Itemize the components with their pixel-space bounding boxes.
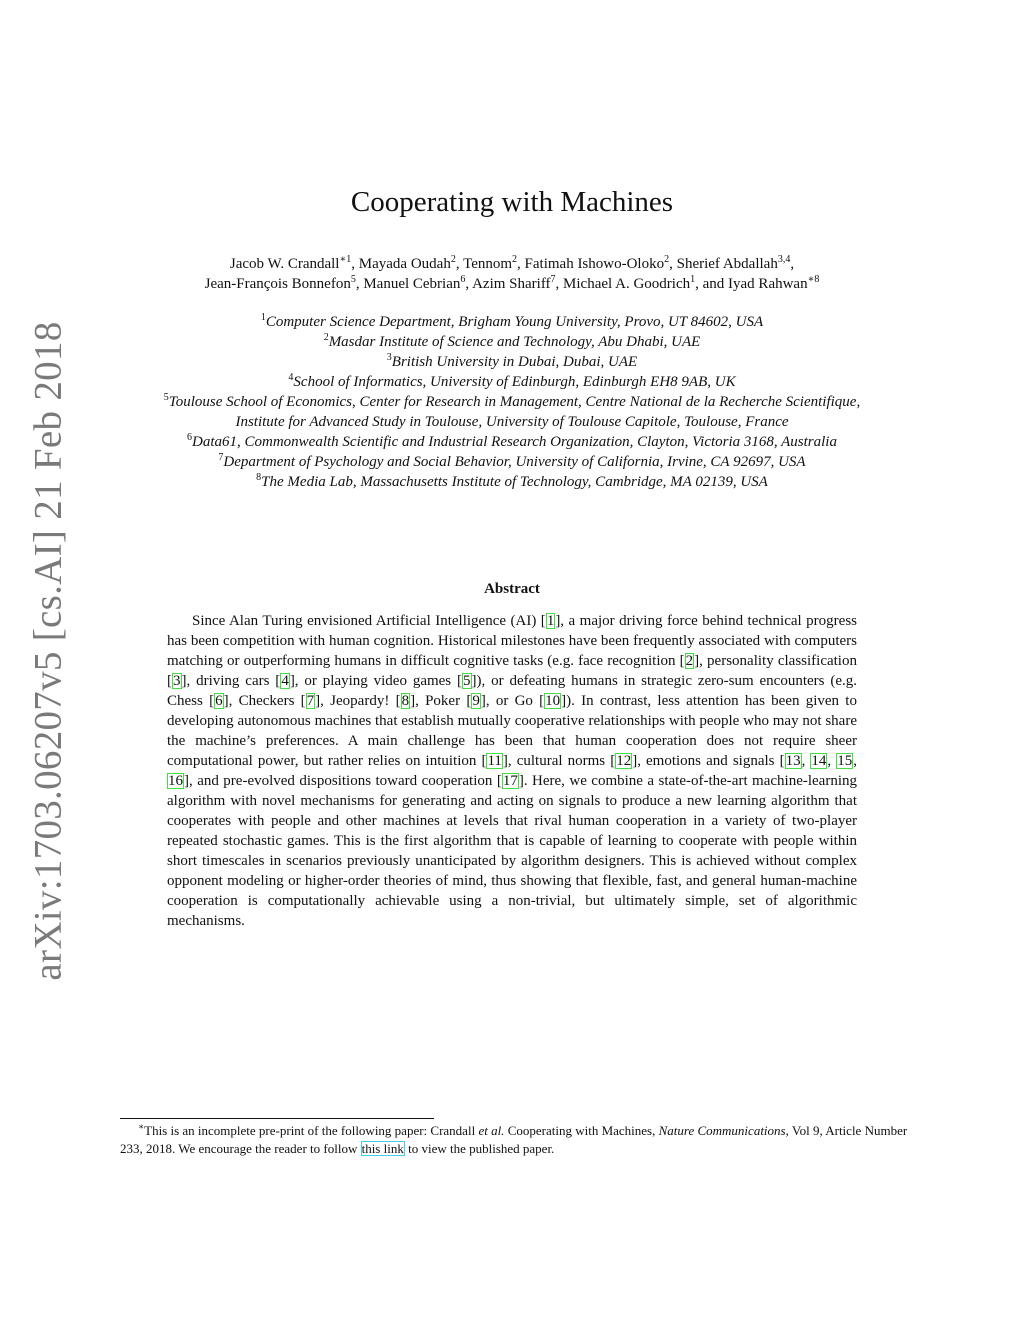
abstract-text: ], or playing video games [ [289, 673, 462, 689]
author-list [120, 254, 904, 294]
abstract-text: ], Checkers [ [223, 693, 306, 709]
abstract-text: ], and pre-evolved dispositions toward cooperation [ [184, 773, 502, 789]
abstract-text: ]), or defeating humans in strategic zero-sum encounters (e.g. Chess [ [167, 673, 858, 709]
author-separator: , [669, 256, 677, 272]
citation-link[interactable]: 6 [215, 693, 223, 709]
abstract-text: ]). In contrast, less attention has been given to developing autonomous machines that establish mutually cooperative relationships with people who may not share the machine’s preferences. A main challenge has been that human cooperation does not require sheer computational power, but rather relies on intuition [ [167, 693, 857, 769]
affiliation-text: Computer Science Department, Brigham Young University, Provo, UT 84602, USA [265, 314, 764, 330]
citation-link[interactable]: 5 [463, 673, 471, 689]
author-name: Iyad Rahwan [728, 276, 808, 292]
author-separator: , [517, 256, 525, 272]
author-separator: , [790, 256, 795, 272]
citation-link[interactable]: 7 [306, 693, 315, 709]
abstract-heading: Abstract [484, 581, 540, 597]
affiliation-line [110, 432, 914, 452]
abstract-body [167, 611, 857, 931]
affiliation-number: 4 [288, 372, 294, 383]
author-separator: , and [695, 276, 729, 292]
author-separator: , [465, 276, 473, 292]
abstract-text: , [853, 753, 857, 769]
author-affiliation-mark: ∗8 [807, 274, 820, 285]
abstract-text: ], Jeopardy! [ [315, 693, 401, 709]
footnote-text-1: This is an incomplete pre-print of the following paper: Crandall [144, 1123, 479, 1138]
citation-link[interactable]: 12 [616, 753, 632, 769]
affiliation-number: 2 [323, 332, 329, 343]
footnote-rule [120, 1118, 434, 1119]
footnote-marker: ∗ [138, 1121, 145, 1132]
citation-link[interactable]: 4 [281, 673, 289, 689]
affiliation-number: 8 [256, 472, 262, 483]
footnote [120, 1122, 910, 1158]
affiliation-text: School of Informatics, University of Edinburgh, Edinburgh EH8 9AB, UK [293, 374, 736, 390]
abstract-text: ], or Go [ [480, 693, 545, 709]
abstract-text: ], Poker [ [410, 693, 472, 709]
author-name: Manuel Cebrian [363, 276, 461, 292]
author-affiliation-mark: 2 [512, 254, 518, 265]
author-name: Jean-François Bonnefon [204, 276, 351, 292]
author-separator: , [555, 276, 564, 292]
footnote-text-3: , Vol 9, Article Number 233, 2018. We encourage the reader to follow [120, 1123, 908, 1156]
footnote-text-2: Cooperating with Machines, [504, 1123, 659, 1138]
author-separator: , [351, 256, 359, 272]
affiliation-number: 6 [187, 432, 192, 443]
affiliation-number: 1 [260, 312, 266, 323]
author-name: Tennom [463, 256, 513, 272]
affiliation-text: Data61, Commonwealth Scientific and Industrial Research Organization, Clayton, Victoria 3168, Australia [192, 434, 837, 450]
affiliation-text: Department of Psychology and Social Behavior, University of California, Irvine, CA 92697, USA [223, 454, 806, 470]
citation-link[interactable]: 11 [487, 753, 502, 769]
abstract-text: ], personality classification [ [167, 653, 857, 689]
footnote-journal: Nature Communications [658, 1123, 786, 1138]
published-paper-link[interactable]: this link [361, 1141, 404, 1156]
citation-link[interactable]: 2 [685, 653, 694, 669]
affiliation-line [110, 332, 914, 352]
citation-link[interactable]: 1 [546, 613, 555, 629]
affiliation-line [110, 372, 914, 392]
author-affiliation-mark: 5 [350, 274, 356, 285]
affiliation-line [110, 352, 914, 372]
author-name: Fatimah Ishowo-Oloko [524, 256, 665, 272]
author-name: Sherief Abdallah [676, 256, 778, 272]
abstract-text: ], cultural norms [ [502, 753, 616, 769]
author-affiliation-mark: 1 [690, 274, 696, 285]
author-affiliation-mark: 2 [450, 254, 456, 265]
affiliation-line [110, 312, 914, 332]
paper-title: Cooperating with Machines [350, 186, 674, 218]
abstract-text: ], driving cars [ [181, 673, 281, 689]
affiliation-number: 5 [163, 392, 169, 403]
citation-link[interactable]: 3 [173, 673, 181, 689]
author-name: Michael A. Goodrich [563, 276, 691, 292]
affiliation-text: Masdar Institute of Science and Technology, Abu Dhabi, UAE [328, 334, 701, 350]
author-affiliation-mark: 6 [460, 274, 466, 285]
footnote-text-4: to view the published paper. [404, 1141, 555, 1156]
affiliation-line [110, 452, 914, 472]
affiliation-line-continued: Institute for Advanced Study in Toulouse, University of Toulouse Capitole, Toulouse, France [235, 414, 789, 430]
author-affiliation-mark: ∗1 [339, 254, 352, 265]
author-separator: , [455, 256, 464, 272]
footnote-etal: et al. [478, 1123, 505, 1138]
affiliation-list [110, 312, 914, 492]
citation-link[interactable]: 15 [837, 753, 853, 769]
author-affiliation-mark: 2 [664, 254, 670, 265]
abstract-text: , [827, 753, 837, 769]
affiliation-number: 7 [218, 452, 224, 463]
citation-link[interactable]: 9 [472, 693, 480, 709]
citation-link[interactable]: 17 [502, 773, 518, 789]
abstract-text: ], a major driving force behind technical progress has been competition with human cognition. Historical milestones have been frequently associated with computers matching or outperforming humans in difficult cognitive tasks (e.g. face recognition [ [167, 613, 857, 669]
author-name: Mayada Oudah [358, 256, 451, 272]
arxiv-sidebar-stamp: arXiv:1703.06207v5 [cs.AI] 21 Feb 2018 [26, 321, 70, 981]
citation-link[interactable]: 10 [545, 693, 561, 709]
author-name: Jacob W. Crandall [229, 256, 340, 272]
affiliation-number: 3 [386, 352, 392, 363]
author-affiliation-mark: 7 [550, 274, 556, 285]
author-separator: , [355, 276, 364, 292]
abstract-text: Since Alan Turing envisioned Artificial Intelligence (AI) [ [192, 613, 546, 629]
abstract-text: ], emotions and signals [ [632, 753, 785, 769]
affiliation-line [110, 392, 914, 412]
citation-link[interactable]: 8 [401, 693, 410, 709]
abstract-text: , [801, 753, 811, 769]
affiliation-text: The Media Lab, Massachusetts Institute of Technology, Cambridge, MA 02139, USA [261, 474, 768, 490]
affiliation-text: British University in Dubai, Dubai, UAE [391, 354, 638, 370]
citation-link[interactable]: 16 [168, 773, 183, 789]
affiliation-line [110, 472, 914, 492]
affiliation-text: Toulouse School of Economics, Center for Research in Management, Centre National de la Recherche Scientifique, [168, 394, 861, 410]
author-name: Azim Shariff [472, 276, 551, 292]
author-affiliation-mark: 3,4 [777, 254, 791, 265]
citation-link[interactable]: 14 [811, 753, 827, 769]
abstract-text: ]. Here, we combine a state-of-the-art machine-learning algorithm with novel mechanisms for generating and acting on signals to produce a new learning algorithm that cooperates with people and other machines at levels that rival human cooperation in a variety of two-player repeated stochastic games. This is the first algorithm that is capable of learning to cooperate with people within short timescales in scenarios previously unanticipated by algorithm designers. This is achieved without complex opponent modeling or higher-order theories of mind, thus showing that flexible, fast, and general human-machine cooperation is computationally achievable using a non-trivial, but ultimately simple, set of algorithmic mechanisms. [167, 773, 858, 929]
citation-link[interactable]: 13 [785, 753, 801, 769]
